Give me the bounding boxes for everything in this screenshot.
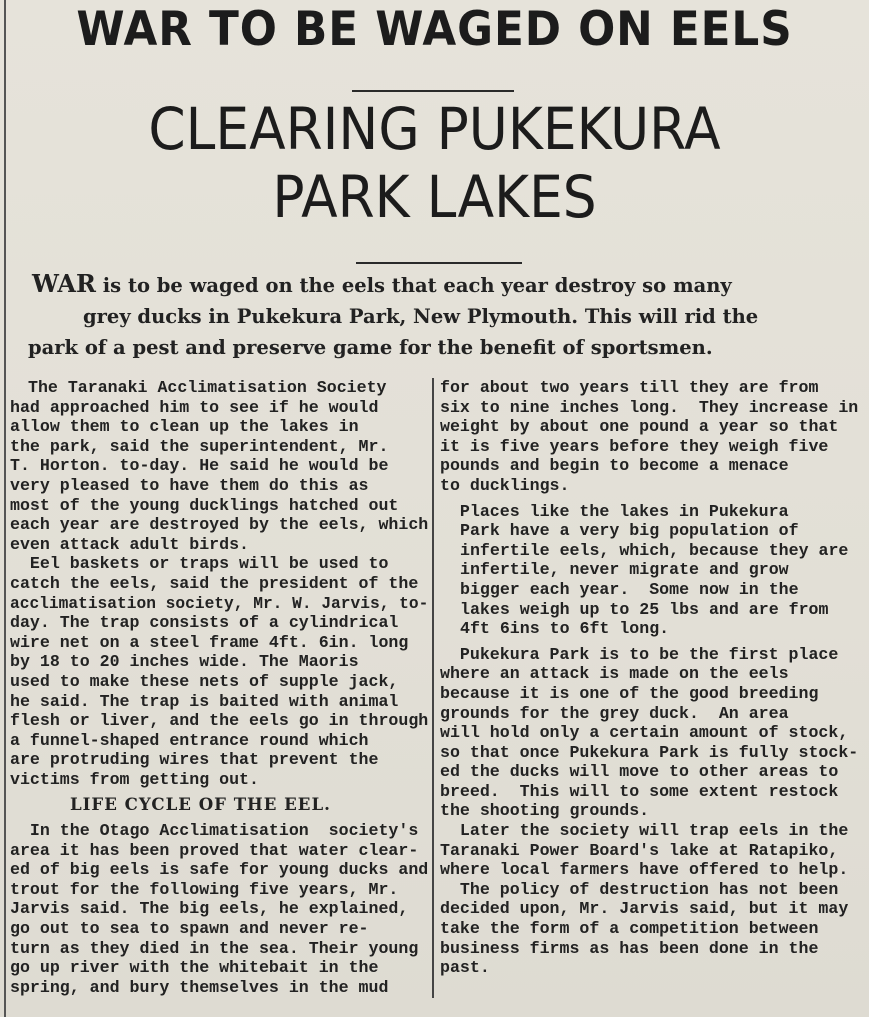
- headline: WAR TO BE WAGED ON EELS: [76, 2, 793, 57]
- text-line: The Taranaki Acclimatisation Society: [28, 378, 387, 397]
- subheadline-line: CLEARING PUKEKURA: [148, 95, 721, 163]
- text-line: Park have a very big population of: [460, 521, 799, 541]
- text-line: weight by about one pound a year so that: [440, 417, 839, 437]
- text-line: spring, and bury themselves in the mud: [10, 977, 389, 997]
- lead-line: WAR is to be waged on the eels that each year destroy so many: [32, 269, 732, 298]
- text-line: it is five years before they weigh five: [440, 436, 829, 456]
- text-line: business firms as has been done in the: [440, 938, 819, 958]
- text-line: Later the society will trap eels in the: [440, 821, 849, 841]
- text-line: the shooting grounds.: [440, 801, 650, 821]
- column-border: [4, 0, 6, 1017]
- text-line: decided upon, Mr. Jarvis said, but it may: [440, 899, 849, 919]
- text-line: The policy of destruction has not been: [440, 879, 839, 899]
- text-line: take the form of a competition between: [440, 919, 819, 939]
- text-line: where an attack is made on the eels: [440, 664, 789, 684]
- text-line: are protruding wires that prevent the: [10, 750, 379, 770]
- text-line: six to nine inches long. They increase in: [440, 397, 859, 417]
- text-line: In the Otago Acclimatisation society's: [10, 821, 419, 841]
- text-line: because it is one of the good breeding: [440, 683, 819, 703]
- text-line: a funnel-shaped entrance round which: [10, 730, 369, 750]
- text-line: breed. This will to some extent restock: [440, 781, 839, 801]
- text-line: turn as they died in the sea. Their young: [10, 938, 419, 958]
- headline-rule: [352, 90, 514, 92]
- text-line: go up river with the whitebait in the: [10, 958, 379, 978]
- text-line: he said. The trap is baited with animal: [10, 691, 399, 711]
- text-line: go out to sea to spawn and never re-: [10, 919, 369, 939]
- text-line: past.: [440, 958, 490, 978]
- text-line: by 18 to 20 inches wide. The Maoris: [10, 652, 359, 672]
- text-line: Taranaki Power Board's lake at Ratapiko,: [440, 840, 839, 860]
- text-line: bigger each year. Some now in the: [460, 579, 799, 599]
- text-line: ed of big eels is safe for young ducks and: [10, 860, 429, 880]
- text-line: infertile eels, which, because they are: [460, 540, 849, 560]
- text-line: Places like the lakes in Pukekura: [440, 501, 789, 521]
- text-line: Eel baskets or traps will be used to: [10, 554, 389, 574]
- text-line: so that once Pukekura Park is fully stock-: [440, 742, 859, 762]
- lead-line: grey ducks in Pukekura Park, New Plymouth. This will rid the: [83, 305, 759, 328]
- text-line: catch the eels, said the president of the: [10, 573, 419, 593]
- text-line: used to make these nets of supple jack,: [10, 671, 399, 691]
- text-line: most of the young ducklings hatched out: [10, 495, 399, 515]
- text-line: infertile, never migrate and grow: [460, 560, 789, 580]
- text-line: even attack adult birds.: [10, 534, 249, 554]
- text-line: acclimatisation society, Mr. W. Jarvis, to-: [10, 593, 429, 613]
- text-line: Pukekura Park is to be the first place: [440, 644, 839, 664]
- text-line: pounds and begin to become a menace: [440, 456, 789, 476]
- text-line: the park, said the superintendent, Mr.: [10, 436, 389, 456]
- right-column: [440, 378, 865, 978]
- text-line: area it has been proved that water clear-: [10, 840, 419, 860]
- drop-cap: WAR: [32, 269, 96, 298]
- section-subhead: LIFE CYCLE OF THE EEL.: [70, 794, 331, 815]
- subheadline: [35, 95, 834, 231]
- left-column: [10, 378, 428, 997]
- text-line: wire net on a steel frame 4ft. 6in. long: [10, 632, 409, 652]
- text-line: victims from getting out.: [10, 769, 259, 789]
- text-line: lakes weigh up to 25 lbs and are from: [460, 599, 829, 619]
- text-line: trout for the following five years, Mr.: [10, 879, 399, 899]
- text-line: ed the ducks will move to other areas to: [440, 762, 839, 782]
- text-line: flesh or liver, and the eels go in through: [10, 711, 429, 731]
- subheadline-rule: [356, 262, 522, 264]
- text-line: T. Horton. to-day. He said he would be: [10, 456, 389, 476]
- lead-paragraph: [28, 268, 856, 363]
- text-line: had approached him to see if he would: [10, 397, 379, 417]
- text-line: for about two years till they are from: [440, 378, 819, 397]
- text-line: Jarvis said. The big eels, he explained,: [10, 899, 409, 919]
- column-divider: [432, 378, 434, 998]
- lead-line: park of a pest and preserve game for the benefit of sportsmen.: [28, 336, 713, 359]
- text-line: where local farmers have offered to help.: [440, 860, 849, 880]
- text-line: day. The trap consists of a cylindrical: [10, 613, 399, 633]
- text-line: very pleased to have them do this as: [10, 475, 369, 495]
- text-line: grounds for the grey duck. An area: [440, 703, 789, 723]
- text-line: to ducklings.: [440, 475, 570, 495]
- text-line: allow them to clean up the lakes in: [10, 417, 359, 437]
- text-line: will hold only a certain amount of stock,: [440, 723, 849, 743]
- text-line: 4ft 6ins to 6ft long.: [460, 619, 670, 639]
- text-line: each year are destroyed by the eels, which: [10, 515, 429, 535]
- subheadline-line: PARK LAKES: [272, 163, 597, 231]
